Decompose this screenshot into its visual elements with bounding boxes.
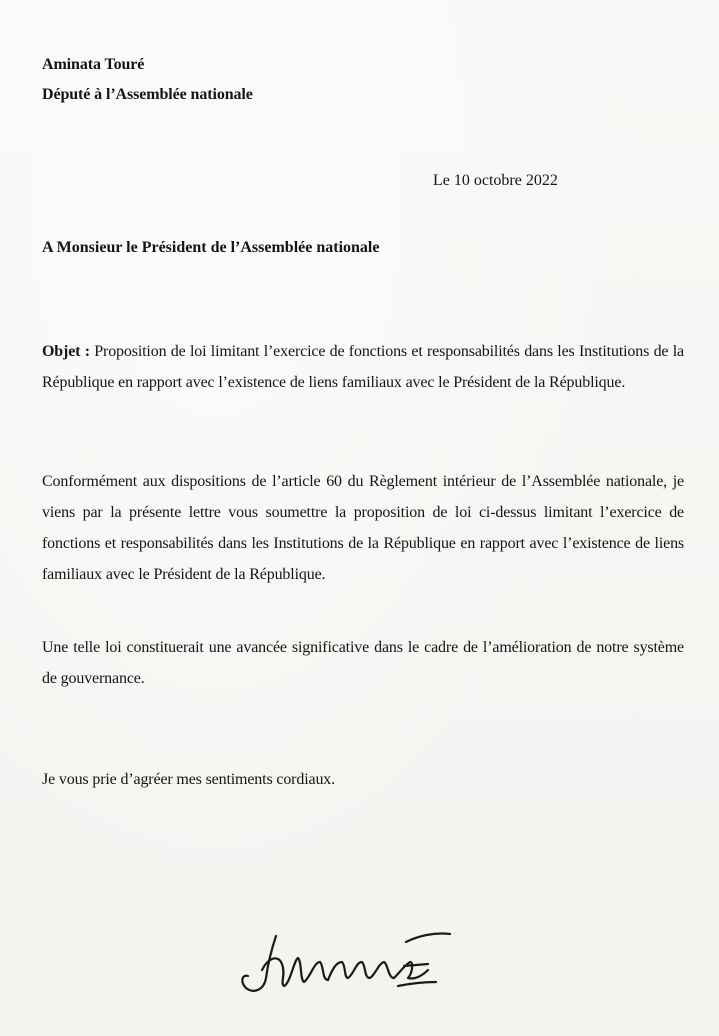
body-paragraph-2: Une telle loi constituerait une avancée significative dans le cadre de l’amélioration de notre système de gouvernance. [42,639,684,687]
letter-date: Le 10 octobre 2022 [433,172,558,189]
recipient-line: A Monsieur le Président de l’Assemblée nationale [42,239,380,256]
signature-strokes [242,933,450,990]
sender-name: Aminata Touré [42,56,145,73]
sender-block [42,50,253,110]
subject-text: Proposition de loi limitant l’exercice de fonctions et responsabilités dans les Institutions de la République en rapport avec l’existence de liens familiaux avec le Président de la République. [42,343,684,391]
subject-label: Objet : [42,343,90,360]
signature-icon [228,918,468,1008]
closing-line: Je vous prie d’agréer mes sentiments cordiaux. [42,771,336,788]
sender-title: Député à l’Assemblée nationale [42,86,253,103]
subject-paragraph [42,336,684,398]
body-paragraph-1: Conformément aux dispositions de l’article 60 du Règlement intérieur de l’Assemblée nationale, je viens par la présente lettre vous soumettre la proposition de loi ci-dessus limitant l’exercice de fonctions et responsabilités dans les Institutions de la République en rapport avec l’existence de liens familiaux avec le Président de la République. [42,473,684,583]
